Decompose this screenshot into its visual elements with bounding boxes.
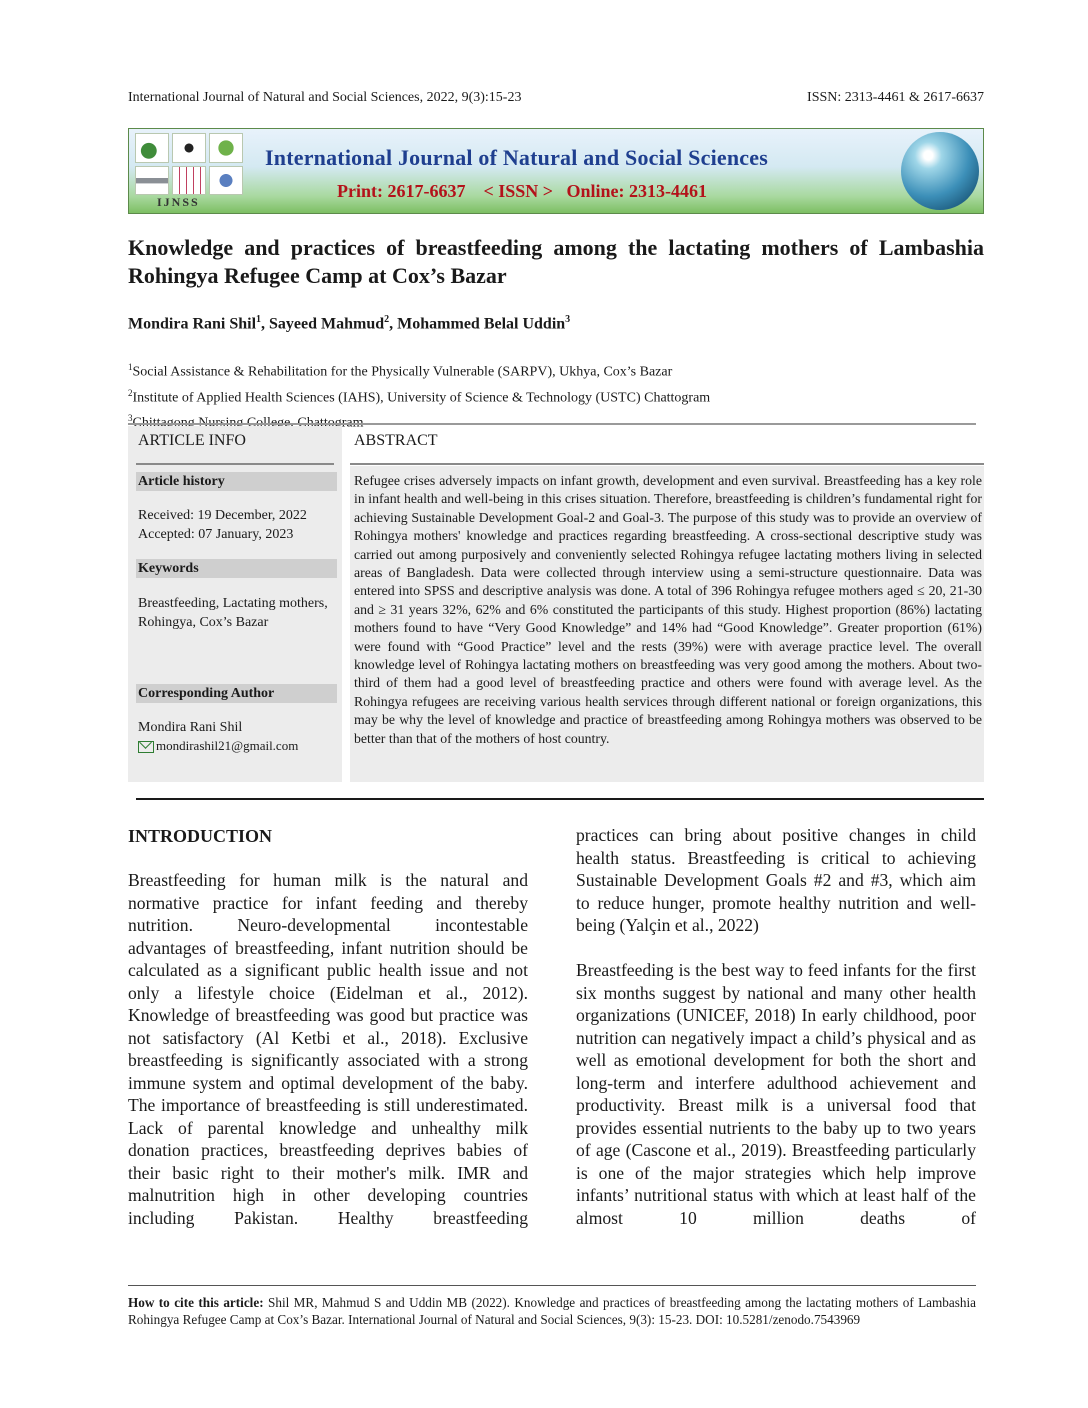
keywords-text: Breastfeeding, Lactating mothers, Rohingya, Cox’s Bazar (138, 596, 328, 630)
banner-collage-image (135, 133, 243, 195)
article-history-label: Article history (136, 472, 337, 491)
journal-banner (128, 128, 984, 214)
citation-footer (128, 1295, 976, 1328)
article-info-heading: ARTICLE INFO (138, 432, 246, 449)
corresponding-author-name: Mondira Rani Shil (138, 720, 243, 735)
affiliation: 3 (128, 413, 133, 424)
article-title: Knowledge and practices of breastfeeding among the lactating mothers of Lambashia Rohingya Refugee Camp at Cox’s Bazar (128, 235, 984, 288)
citation-text: Shil MR, Mahmud S and Uddin MB (2022). Knowledge and practices of breastfeeding among the lactating mothers of Lambashia Rohingya Refugee Camp at Cox’s Bazar. International Journal of Natural and Social Sciences, 9(3): 15-23. DOI: 10.5281/zenodo.7543969 (128, 1295, 976, 1327)
article-info-panel (128, 426, 342, 782)
banner-issn-line: Print: 2617-6637 < ISSN > Online: 2313-4461 (337, 181, 708, 201)
chart-image-icon (172, 166, 206, 196)
abstract-panel (350, 466, 984, 782)
corresponding-author-label: Corresponding Author (136, 684, 337, 703)
divider (350, 463, 984, 465)
body-paragraph: Breastfeeding is the best way to feed infants for the first six months suggest by national and many other health organizations (UNICEF, 2018) In early childhood, poor nutrition can negatively impact a child’s physical and as well as emotional development for both the short and long-term and interfere adulthood achievement and productivity. Breast milk is a universal food that provides essential nutrients to the baby up to two years of age (Cascone et al., 2019). Breastfeeding particularly is one of the major strategies which help improve infants’ nutritional status with which at least half of the almost 10 million deaths of (576, 960, 976, 1228)
abstract-heading: ABSTRACT (354, 432, 438, 449)
issn-line: ISSN: 2313-4461 & 2617-6637 (807, 90, 984, 105)
introduction-right-paragraph-1 (576, 824, 976, 937)
accepted-date: Accepted: 07 January, 2023 (138, 527, 294, 542)
author-name: Mondira Rani Shil (128, 315, 257, 333)
plant-image-icon (135, 133, 169, 163)
footer-divider (128, 1285, 976, 1286)
author-name: Mohammed Belal Uddin (397, 315, 566, 333)
fish-image-icon (135, 166, 169, 196)
received-date: Received: 19 December, 2022 (138, 508, 307, 523)
running-header (128, 90, 984, 106)
body-paragraph: practices can bring about positive changes in child health status. Breastfeeding is critical to achieving Sustainable Development Goals #2 and #3, which aim to reduce hunger, promote healthy nutrition and well-being (Yalçin et al., 2022) (576, 825, 976, 935)
introduction-right-paragraph-2 (576, 959, 976, 1229)
divider (136, 463, 334, 465)
mail-icon (138, 741, 154, 753)
citation-label: How to cite this article: (128, 1295, 264, 1310)
affiliation: $^1$Social Assistance & Rehabilitation for the Physically Vulnerable (SARPV), Ukhya, Cox’s Bazar (128, 362, 673, 380)
banner-abbreviation: IJNSS (157, 195, 200, 209)
animal-image-icon (172, 133, 206, 163)
banner-journal-title: International Journal of Natural and Social Sciences (265, 145, 768, 170)
keywords-label: Keywords (136, 559, 337, 578)
lab-image-icon (209, 166, 243, 196)
introduction-left-column (128, 869, 528, 1229)
globe-icon (901, 132, 979, 210)
corresponding-author-email[interactable]: mondirashil21@gmail.com (138, 736, 334, 755)
abstract-text: Refugee crises adversely impacts on infant growth, development and even survival. Breastfeeding has a key role in infant health and well-being in this crises situation. Therefore, breastfeeding is children’s fundamental right for achieving Sustainable Development Goal-2 and Goal-3. The purpose of this study was to provide an overview of Rohingya mothers' knowledge and practices regarding breastfeeding. A cross-sectional descriptive study was carried out among purposively and conveniently selected Rohingya refugee lactating mothers living in selected areas of Bangladesh. Data were collected through interview using a semi-structure questionnaire. Data was entered into SPSS and descriptive analysis was done. A total of 396 Rohingya refugee mothers aged ≤ 20, 21-30 and ≥ 31 years 32%, 62% and 6% constituted the participants of this study. Highest proportion (86%) lactating mothers found to have “Very Good Knowledge” and 14% had “Good Knowledge”. Greater proportion (61%) were found with “Good Practice” level and the rests (39%) were with average practice level. The overall knowledge level of Rohingya lactating mothers on breastfeeding was very good among the mothers. About two-third of them had a good level of breastfeeding practice and others were found with average level. As the Rohingya refugees are receiving various health services through different national or foreign organizations, this may be why the level of knowledge and practice of breastfeeding among Rohingya mothers was observed to be better than that of the mothers of host country. (354, 473, 982, 746)
author-list: Mondira Rani Shil$^1$, Sayeed Mahmud$^2$, Mohammed Belal Uddin$^3$ (128, 314, 571, 333)
introduction-heading: INTRODUCTION (128, 826, 273, 846)
divider (128, 423, 976, 425)
body-paragraph: Breastfeeding for human milk is the natural and normative practice for infant feeding and thereby nutrition. Neuro-developmental incontestable advantages of breastfeeding, infant nutrition should be calculated as a significant public health issue and not only a lifestyle choice (Eidelman et al., 2012). Knowledge of breastfeeding was good but practice was not satisfactory (Al Ketbi et al., 2018). Exclusive breastfeeding is significantly associated with a strong immune system and optimal development of the baby. The importance of breastfeeding is still underestimated. Lack of parental knowledge and unhealthy milk donation practices, breastfeeding deprives babies of their basic right to their mother's milk. IMR and malnutrition high in other developing countries including Pakistan. Healthy breastfeeding (128, 870, 528, 1228)
divider (136, 798, 984, 800)
journal-citation-line: International Journal of Natural and Social Sciences, 2022, 9(3):15-23 (128, 90, 522, 105)
author-name: Sayeed Mahmud (269, 315, 385, 333)
affiliation: $^2$Institute of Applied Health Sciences (IAHS), University of Science & Technology (USTC) Chattogram (128, 387, 711, 406)
leaf-image-icon (209, 133, 243, 163)
